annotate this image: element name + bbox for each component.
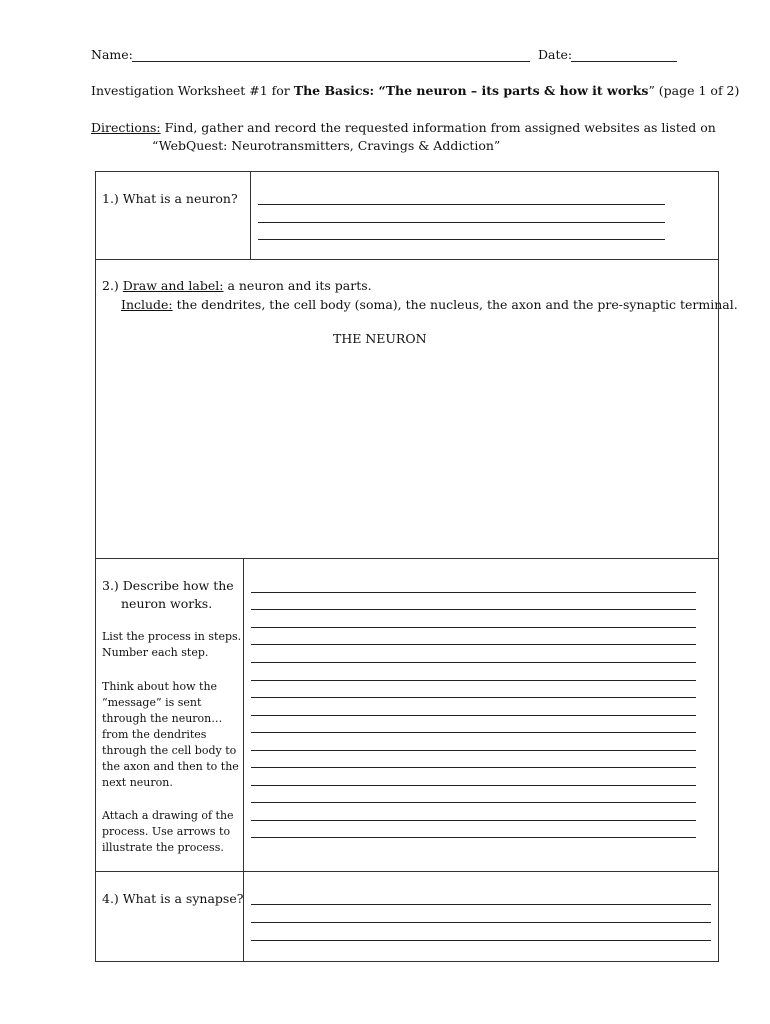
neuron-drawing-area[interactable] xyxy=(100,352,714,552)
q3-answer-line[interactable] xyxy=(251,820,696,821)
q1-answer-line-1[interactable] xyxy=(258,204,665,205)
date-label: Date: xyxy=(538,47,573,62)
q3-attach-line: illustrate the process. xyxy=(102,841,224,854)
title-bold: The Basics: “The neuron – its parts & how it works xyxy=(293,83,649,98)
q1-label: 1.) What is a neuron? xyxy=(102,191,238,206)
q3-answer-line[interactable] xyxy=(251,750,696,751)
q3-think-line: through the neuron… xyxy=(102,712,223,725)
q3-think-line: next neuron. xyxy=(102,776,173,789)
q3-answer-line[interactable] xyxy=(251,662,696,663)
q3-answer-line[interactable] xyxy=(251,837,696,838)
q3-answer-line[interactable] xyxy=(251,680,696,681)
q4-answer-line-3[interactable] xyxy=(251,940,711,941)
q2-number: 2.) xyxy=(102,278,119,293)
q1-column-divider xyxy=(250,171,251,259)
q3-answer-line[interactable] xyxy=(251,785,696,786)
q3-think-line: through the cell body to xyxy=(102,744,237,757)
row-divider-2 xyxy=(95,558,719,559)
q3-think-line: the axon and then to the xyxy=(102,760,239,773)
q3-answer-line[interactable] xyxy=(251,802,696,803)
row-divider-1 xyxy=(95,259,719,260)
q1-answer-line-3[interactable] xyxy=(258,239,665,240)
q3-label-line-2: neuron works. xyxy=(121,596,213,611)
q2-include-label: Include: xyxy=(121,297,173,312)
directions-line-1 xyxy=(91,120,716,135)
directions-label: Directions: xyxy=(91,120,161,135)
q3-answer-line[interactable] xyxy=(251,715,696,716)
q2-include xyxy=(121,297,738,312)
q3-attach-line: process. Use arrows to xyxy=(102,825,231,838)
q3-answer-line[interactable] xyxy=(251,609,696,610)
q3-answer-line[interactable] xyxy=(251,644,696,645)
q2-include-text: the dendrites, the cell body (soma), the nucleus, the axon and the pre-synaptic terminal. xyxy=(176,297,738,312)
q3-think-line: “message” is sent xyxy=(102,696,202,709)
q3-answer-line[interactable] xyxy=(251,697,696,698)
q1-answer-line-2[interactable] xyxy=(258,222,665,223)
q3-answer-line[interactable] xyxy=(251,767,696,768)
q3-think-line: Think about how the xyxy=(102,680,218,693)
date-field[interactable] xyxy=(571,61,677,62)
worksheet-title xyxy=(91,83,739,98)
q3-think-instructions xyxy=(102,679,239,791)
row-divider-3 xyxy=(95,871,719,872)
neuron-drawing-title: THE NEURON xyxy=(333,331,427,346)
directions-line-2: “WebQuest: Neurotransmitters, Cravings & Addiction” xyxy=(152,138,501,153)
q3-answer-line[interactable] xyxy=(251,627,696,628)
q3-steps-line-2: Number each step. xyxy=(102,646,209,659)
q2-label xyxy=(102,278,372,293)
name-label: Name: xyxy=(91,47,133,62)
q3-steps-instructions xyxy=(102,629,241,661)
q2-label-rest: a neuron and its parts. xyxy=(227,278,372,293)
title-suffix: ” (page 1 of 2) xyxy=(648,83,740,98)
q3-answer-line[interactable] xyxy=(251,732,696,733)
q4-answer-line-2[interactable] xyxy=(251,922,711,923)
q3-answer-line[interactable] xyxy=(251,592,696,593)
name-field[interactable] xyxy=(132,61,530,62)
q3-steps-line-1: List the process in steps. xyxy=(102,630,242,643)
q3-label-line-1: 3.) Describe how the xyxy=(102,578,234,593)
q3-think-line: from the dendrites xyxy=(102,728,207,741)
q4-label: 4.) What is a synapse? xyxy=(102,891,244,906)
title-prefix: Investigation Worksheet #1 for xyxy=(91,83,290,98)
q3-attach-line: Attach a drawing of the xyxy=(102,809,234,822)
q3-attach-instructions xyxy=(102,808,234,856)
q4-answer-line-1[interactable] xyxy=(251,904,711,905)
q2-draw-label: Draw and label: xyxy=(122,278,224,293)
directions-text-1: Find, gather and record the requested information from assigned websites as listed on xyxy=(164,120,716,135)
